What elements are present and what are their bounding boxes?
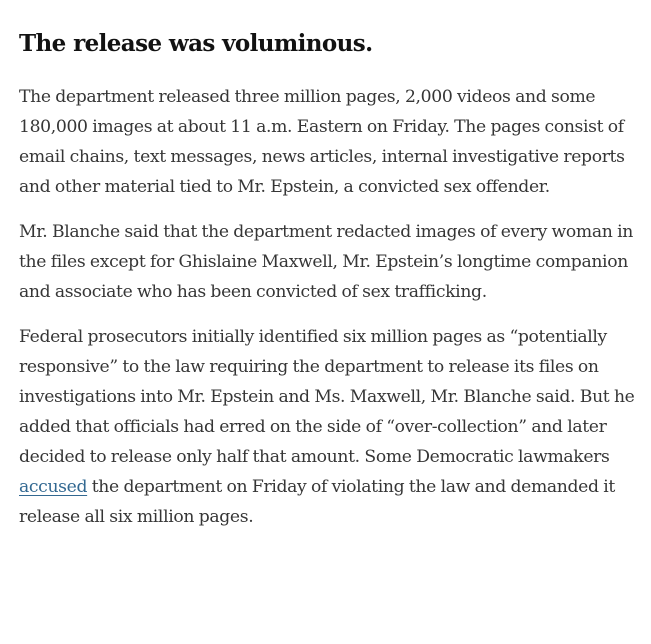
accused-link[interactable]: accused <box>19 477 88 497</box>
paragraph-responsive-pages <box>19 322 637 532</box>
section-heading: The release was voluminous. <box>19 30 373 57</box>
paragraph-release-contents: The department released three million pages, 2,000 videos and some 180,000 images at about 11 a.m. Eastern on Friday. The pages consist of email chains, text messages, news articles, internal investigative reports and other material tied to Mr. Epstein, a convicted sex offender. <box>19 87 625 197</box>
paragraph-text-after-link: the department on Friday of violating the law and demanded it release all six million pages. <box>19 477 615 527</box>
paragraph-text-before-link: Federal prosecutors initially identified six million pages as “potentially responsive” to the law requiring the department to release its files on investigations into Mr. Epstein and Ms. Maxwell, Mr. Blanche said. But he added that officials had erred on the side of “over-collection” and later decided to release only half that amount. Some Democratic lawmakers <box>19 327 635 467</box>
paragraph-redactions: Mr. Blanche said that the department redacted images of every woman in the files except for Ghislaine Maxwell, Mr. Epstein’s longtime companion and associate who has been convicted of sex trafficking. <box>19 222 633 302</box>
